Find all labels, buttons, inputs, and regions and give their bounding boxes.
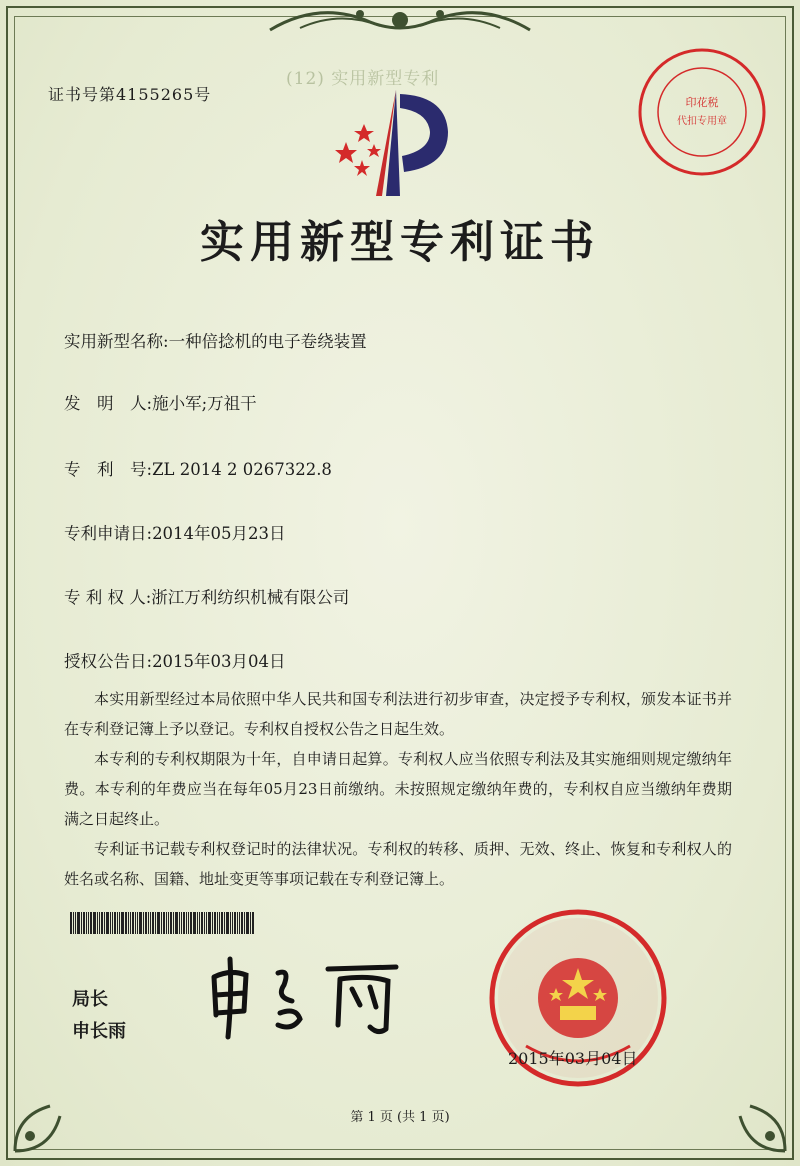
corner-ornament-icon [10, 1096, 70, 1156]
field-label: 专 利 权 人: [64, 588, 152, 607]
barcode-bar [193, 912, 196, 934]
barcode-bar [170, 912, 172, 934]
certificate-number: 证书号第4155265号 [48, 85, 212, 104]
barcode-bar [77, 912, 80, 934]
barcode-bar [221, 912, 223, 934]
tax-stamp [634, 44, 770, 180]
barcode-bar [237, 912, 238, 934]
field-value: 一种倍捻机的电子卷绕装置 [168, 332, 367, 351]
field-inventors [64, 390, 257, 414]
barcode-bar [234, 912, 236, 934]
body-paragraph: 专利证书记载专利权登记时的法律状况。专利权的转移、质押、无效、终止、恢复和专利权人的姓名或名称、国籍、地址变更等事项记载在专利登记簿上。 [64, 840, 732, 888]
barcode-bar [135, 912, 136, 934]
barcode-bar [214, 912, 216, 934]
field-utility-model-name [64, 328, 367, 352]
barcode-bar [166, 912, 167, 934]
barcode-bar [81, 912, 82, 934]
barcode-bar [244, 912, 245, 934]
barcode-bar [148, 912, 149, 934]
barcode-bar [132, 912, 134, 934]
barcode-bar [206, 912, 207, 934]
field-label: 授权公告日: [64, 652, 153, 671]
barcode-bar [161, 912, 162, 934]
barcode-bar [232, 912, 233, 934]
svg-text:代扣专用章: 代扣专用章 [677, 116, 727, 127]
barcode-bar [204, 912, 205, 934]
barcode-bar [119, 912, 120, 934]
barcode-bar [121, 912, 124, 934]
director-signature [200, 955, 410, 1040]
field-value: 2015年03月04日 [152, 652, 286, 671]
barcode-bar [83, 912, 85, 934]
barcode-bar [125, 912, 127, 934]
barcode-bar [224, 912, 225, 934]
barcode-bar [163, 912, 165, 934]
barcode-bar [181, 912, 182, 934]
barcode-bar [219, 912, 220, 934]
barcode-bar [99, 912, 100, 934]
corner-ornament-icon [730, 1096, 790, 1156]
barcode-bar [179, 912, 180, 934]
barcode-bar [114, 912, 116, 934]
body-paragraph: 本实用新型经过本局依照中华人民共和国专利法进行初步审查，决定授予专利权，颁发本证书并在专利登记簿上予以登记。专利权自授权公告之日起生效。 [64, 690, 732, 738]
page-footer: 第 1 页 (共 1 页) [350, 1110, 450, 1125]
barcode-bar [90, 912, 92, 934]
top-ornament-icon [260, 0, 540, 40]
field-label: 专 利 号: [64, 460, 153, 479]
patent-office-emblem-icon [326, 86, 466, 202]
barcode-bar [157, 912, 160, 934]
field-value: 浙江万利纺织机械有限公司 [151, 588, 350, 607]
barcode-bar [88, 912, 89, 934]
director-name: 申长雨 [72, 1021, 126, 1042]
barcode-bar [130, 912, 131, 934]
barcode-bar [212, 912, 213, 934]
body-paragraph: 本专利的专利权期限为十年，自申请日起算。专利权人应当依照专利法及其实施细则规定缴纳年费。本专利的年费应当在每年05月23日前缴纳。未按照规定缴纳年费的，专利权自应当缴纳年费期满之日起终止。 [64, 750, 732, 828]
barcode-bar [75, 912, 76, 934]
field-value: 施小军;万祖干 [152, 394, 257, 413]
barcode-bar [110, 912, 111, 934]
barcode-bar [97, 912, 98, 934]
barcode-bar [101, 912, 103, 934]
barcode-bar [186, 912, 187, 934]
barcode-bar [239, 912, 240, 934]
field-value: 2014年05月23日 [152, 524, 286, 543]
field-label: 发 明 人: [64, 394, 153, 413]
barcode-bar [139, 912, 142, 934]
barcode-bar [106, 912, 109, 934]
barcode-bar [250, 912, 251, 934]
barcode-bar [183, 912, 185, 934]
svg-text:印花税: 印花税 [685, 96, 719, 109]
barcode-bar [143, 912, 144, 934]
barcode-bar [246, 912, 249, 934]
certificate-title: 实用新型专利证书 [200, 217, 600, 268]
seal-date: 2015年03月04日 [508, 1049, 638, 1068]
barcode-bar [117, 912, 118, 934]
barcode-bar [150, 912, 151, 934]
barcode-bar [112, 912, 113, 934]
field-grant-date [64, 648, 286, 672]
barcode-bar [128, 912, 129, 934]
field-patentee [64, 584, 349, 608]
header-ghost-text: (12) 实用新型专利 [286, 69, 440, 89]
barcode-bar [175, 912, 178, 934]
barcode-bar [197, 912, 198, 934]
barcode-bar [199, 912, 200, 934]
barcode-bar [230, 912, 231, 934]
barcode-bar [145, 912, 147, 934]
director-title: 局长 [72, 989, 108, 1010]
barcode-bar [155, 912, 156, 934]
certificate-body [64, 684, 732, 894]
barcode-bar [152, 912, 154, 934]
barcode-bar [86, 912, 87, 934]
field-label: 实用新型名称: [64, 332, 169, 351]
barcode-bar [137, 912, 138, 934]
barcode-bar [190, 912, 192, 934]
barcode-bar [252, 912, 254, 934]
field-label: 专利申请日: [64, 524, 153, 543]
barcode-bar [168, 912, 169, 934]
barcode-bar [104, 912, 105, 934]
field-value: ZL 2014 2 0267322.8 [152, 460, 332, 479]
barcode-bar [93, 912, 96, 934]
barcode-bar [70, 912, 72, 934]
field-application-date [64, 520, 286, 544]
barcode-bar [208, 912, 211, 934]
barcode-bar [173, 912, 174, 934]
barcode-bar [201, 912, 203, 934]
barcode-bar [73, 912, 74, 934]
barcode [70, 912, 322, 934]
barcode-bar [188, 912, 189, 934]
barcode-bar [241, 912, 243, 934]
field-patent-number [64, 456, 332, 480]
barcode-bar [226, 912, 229, 934]
barcode-bar [217, 912, 218, 934]
